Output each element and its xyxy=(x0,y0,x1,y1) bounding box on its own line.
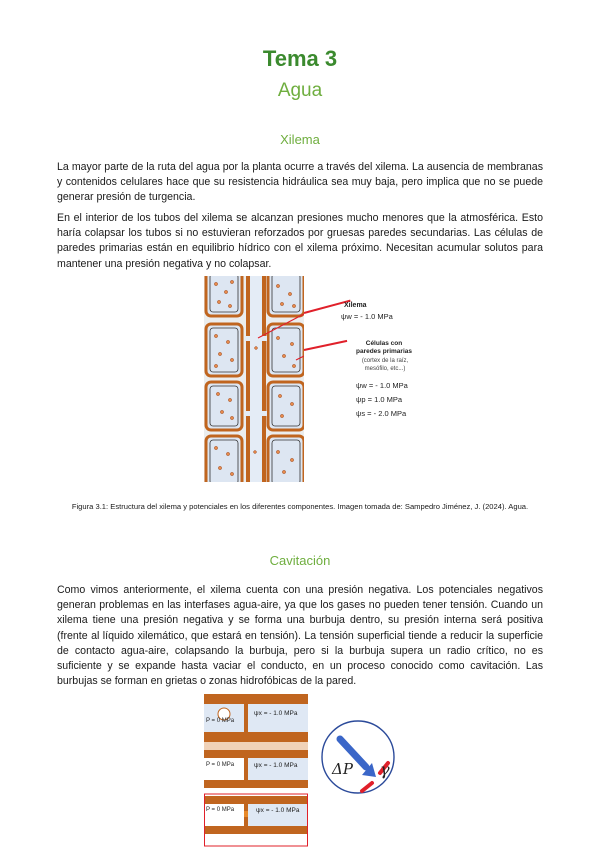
cells-pointer-line xyxy=(304,340,347,351)
label-cells: Células con paredes primarias xyxy=(355,340,412,355)
section-heading-xilema: Xilema xyxy=(280,132,320,147)
section-heading-cavitacion: Cavitación xyxy=(269,553,331,568)
label-p-top: P = 0 MPa xyxy=(206,718,235,724)
label-psi-p: ψp = 1.0 MPa xyxy=(356,395,402,404)
page-title: Tema 3 xyxy=(262,46,338,71)
delta-p-symbol: ΔP xyxy=(332,760,353,778)
label-psi-top: ψx = - 1.0 MPa xyxy=(254,710,298,717)
label-psi-s: ψs = - 2.0 MPa xyxy=(356,409,407,418)
paragraph-xilema-1: La mayor parte de la ruta del agua por la planta ocurre a través del xilema. La ausencia de membranas y contenidos celulares hace que su resistencia hidráulica sea muy baja, pero implica que no se puede generar presión de turgencia. xyxy=(57,161,543,204)
label-psi-bottom: ψx = - 1.0 MPa xyxy=(256,807,300,814)
page-subtitle: Agua xyxy=(277,80,323,101)
label-xilema-potential: ψw = - 1.0 MPa xyxy=(341,312,393,321)
label-p-bottom: P = 0 MPa xyxy=(206,807,235,813)
paragraph-cavitacion: Como vimos anteriormente, el xilema cuenta con una presión negativa. Los potenciales negativos generan problemas en las interfases agua-aire, ya que los gases no pueden tener tensión. Cuando un xilema tiene una presión negativa y se forma una burbuja dentro, su presión interna será positiva (frente al líquido xilemático, que estará en tensión). La tensión superficial tiende a reducir la superficie de contacto agua-aire, colapsando la burbuja, pero si la burbuja supera un radio crítico, no es suficiente y se expande hasta vaciar el conducto, en un proceso conocido como cavitación. Las burbujas se forman en grietas o zonas hidrofóbicas de la pared. xyxy=(57,584,543,688)
label-psi-w: ψw = - 1.0 MPa xyxy=(356,381,408,390)
bubble-tension-diagram xyxy=(318,717,398,797)
gamma-symbol: γ xyxy=(380,760,390,779)
label-p-middle: P = 0 MPa xyxy=(206,762,235,768)
label-xilema: Xilema xyxy=(344,302,367,309)
paragraph-xilema-2: En el interior de los tubos del xilema se alcanzan presiones mucho menores que la atmosférica. Esto haría colapsar los tubos si no estuvieran reforzados por gruesas paredes secundarias. Las células de paredes primarias están en equilibrio hídrico con el xilema próximo. Necesitan acumular solutos para mantener una presión negativa y no colapsar. xyxy=(57,212,543,270)
figure-caption: Figura 3.1: Estructura del xilema y potenciales en los diferentes componentes. Imagen tomada de: Sampedro Jiménez, J. (2024). Agua. xyxy=(71,502,529,511)
label-cells-detail: (cortex de la raíz, mesófilo, etc...) xyxy=(361,358,409,372)
label-psi-middle: ψx = - 1.0 MPa xyxy=(254,762,298,769)
xylem-structure-diagram xyxy=(204,276,304,482)
